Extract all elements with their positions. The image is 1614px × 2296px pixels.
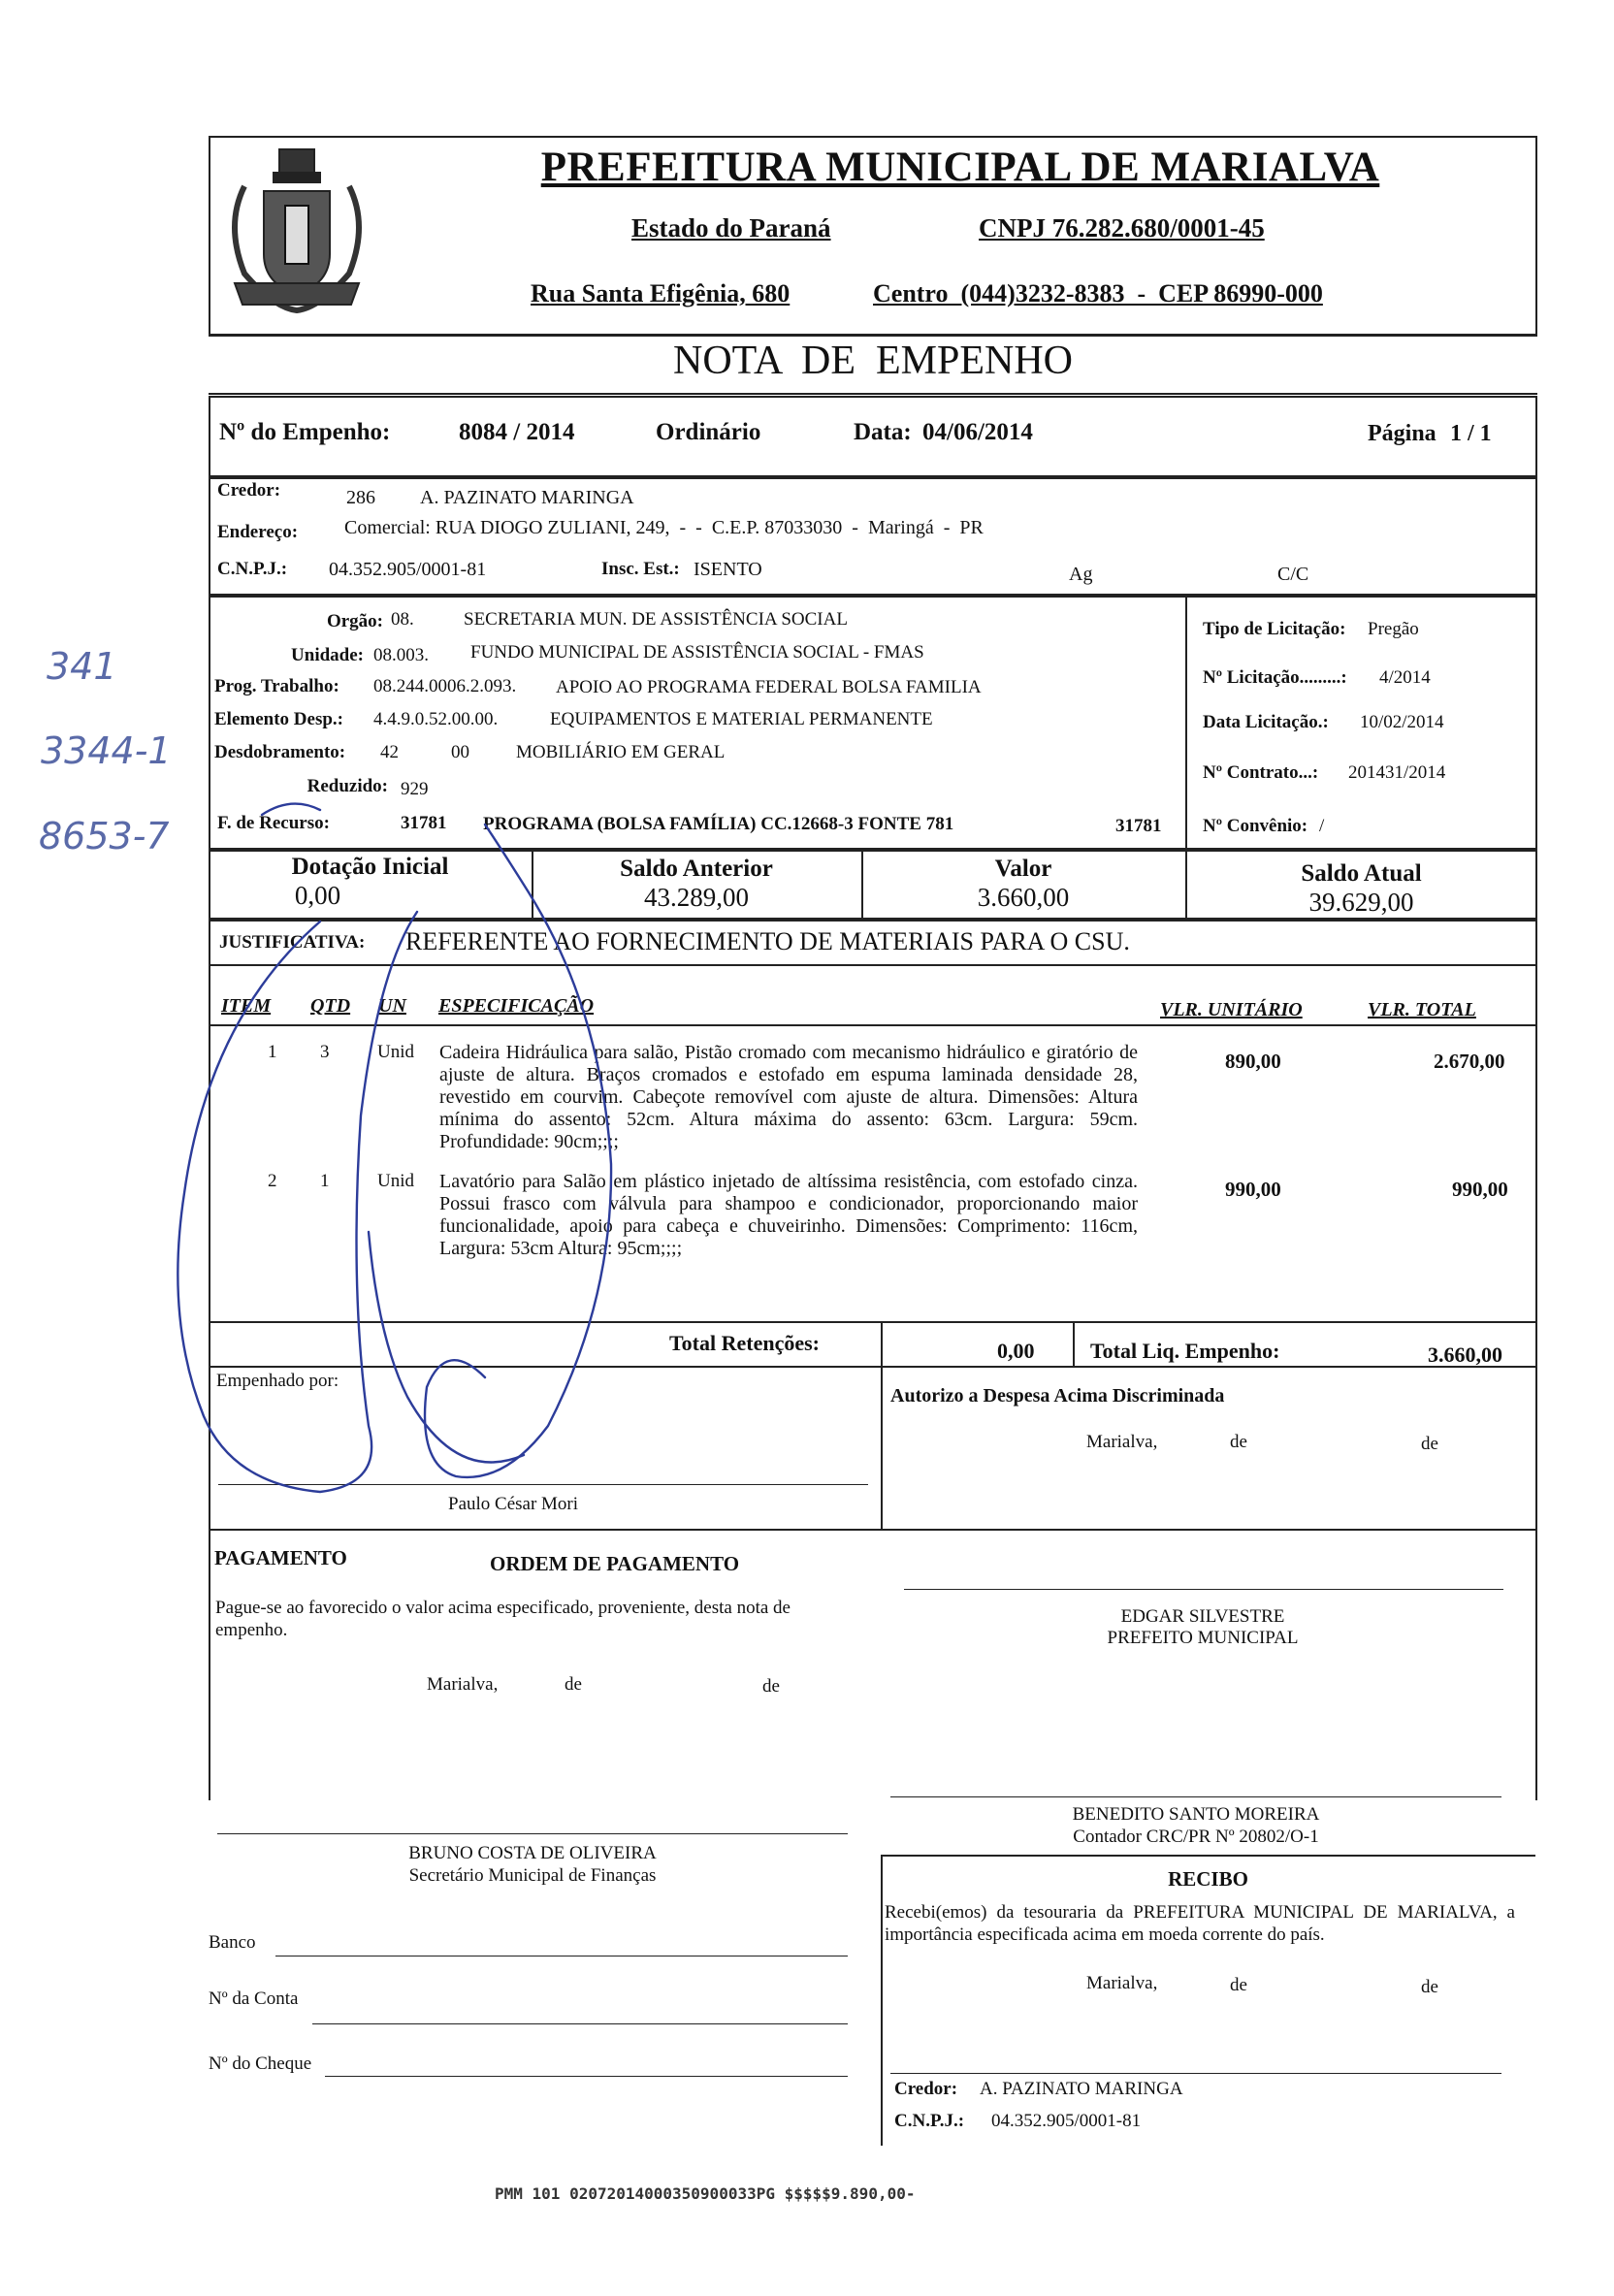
desdobramento-label: Desdobramento: [214, 742, 346, 762]
empenho-numero-label: Nº do Empenho: [219, 419, 391, 445]
total-liquido: 3.660,00 [1428, 1342, 1502, 1367]
pagina-valor: 1 / 1 [1450, 421, 1492, 446]
prefeitura-centro-fone-cep: Centro (044)3232-8383 - CEP 86990-000 [873, 279, 1323, 307]
contrato-numero: 201431/2014 [1348, 762, 1446, 783]
item-vlr-total: 990,00 [1452, 1178, 1508, 1201]
dotacao-inicial-valor: 0,00 [294, 881, 341, 910]
credor-insc: ISENTO [694, 559, 762, 580]
recurso-label: F. de Recurso: [217, 813, 330, 833]
orgao-label: Orgão: [326, 611, 383, 631]
empenhado-por-label: Empenhado por: [216, 1371, 339, 1391]
convenio-label: Nº Convênio: [1203, 816, 1308, 836]
prefeitura-endereco: Rua Santa Efigênia, 680 [531, 279, 791, 307]
handwritten-note-3: 8653-7 [39, 815, 170, 857]
total-liquido-label: Total Liq. Empenho: [1090, 1339, 1280, 1363]
item-qtd: 3 [320, 1042, 330, 1062]
recurso-cod: 31781 [401, 813, 447, 833]
de-recibo-2: de [1421, 1977, 1438, 1997]
handwritten-note-1: 341 [47, 645, 117, 688]
de-pagamento-1: de [565, 1674, 582, 1695]
de-autorizo-2: de [1421, 1434, 1438, 1454]
col-unit-header: VLR. UNITÁRIO [1160, 999, 1303, 1020]
empenho-data-label: Data: [854, 419, 912, 445]
ag-label: Ag [1069, 564, 1093, 585]
prefeito-cargo: PREFEITO MUNICIPAL [1107, 1628, 1299, 1648]
document-title: NOTA DE EMPENHO [673, 339, 1073, 383]
col-item-header: ITEM [221, 995, 272, 1017]
credor-label: Credor: [217, 480, 281, 501]
elemento-desc: EQUIPAMENTOS E MATERIAL PERMANENTE [550, 709, 933, 729]
handwritten-note-2: 3344-1 [41, 729, 172, 772]
recibo-cnpj: 04.352.905/0001-81 [991, 2111, 1142, 2131]
elemento-cod: 4.4.9.0.52.00.00. [373, 709, 499, 729]
empenho-tipo: Ordinário [656, 419, 761, 445]
unidade-desc: FUNDO MUNICIPAL DE ASSISTÊNCIA SOCIAL - FMAS [470, 642, 924, 663]
banco-label: Banco [209, 1932, 256, 1953]
marialva-pagamento: Marialva, [427, 1674, 499, 1695]
marialva-recibo: Marialva, [1086, 1973, 1158, 1993]
orgao-desc: SECRETARIA MUN. DE ASSISTÊNCIA SOCIAL [464, 609, 848, 630]
item-vlr-total: 2.670,00 [1434, 1050, 1505, 1073]
desdobramento-cod: 42 [380, 742, 399, 762]
insc-label: Insc. Est.: [601, 559, 680, 579]
empenho-numero: 8084 / 2014 [459, 419, 575, 445]
col-spec-header: ESPECIFICAÇÃO [438, 995, 595, 1017]
unidade-cod: 08.003. [373, 645, 429, 665]
item-un: Unid [377, 1171, 414, 1191]
item-vlr-unitario: 990,00 [1225, 1178, 1281, 1201]
saldo-atual-label: Saldo Atual [1301, 860, 1422, 887]
estado-label: Estado do Paraná [631, 213, 831, 243]
col-qtd-header: QTD [310, 995, 351, 1017]
de-autorizo-1: de [1230, 1432, 1247, 1452]
recibo-texto: Recebi(emos) da tesouraria da PREFEITURA MUNICIPAL DE MARIALVA, a importância especificada acima em moeda corrente do país. [885, 1902, 1515, 1945]
numero-licitacao-label: Nº Licitação.........: [1203, 667, 1347, 688]
item-vlr-unitario: 890,00 [1225, 1050, 1281, 1073]
empenhado-nome: Paulo César Mori [448, 1494, 579, 1514]
cnpj-label: C.N.P.J.: [217, 559, 288, 579]
recibo-credor-nome: A. PAZINATO MARINGA [980, 2079, 1183, 2099]
item-especificacao: Cadeira Hidráulica para salão, Pistão cromado com mecanismo hidráulico e giratório de ajuste de altura. Braços cromados e estofado em espuma laminada densidade 28, revestido em courvim. Cabeçote removível com ajuste de altura. Dimensões: Altura mínima do assento: 52cm. Altura máxima do assento: 63cm. Largura: 59cm. Profundidade: 90cm;;;; [439, 1042, 1138, 1152]
credor-nome: A. PAZINATO MARINGA [420, 487, 634, 508]
item-qtd: 1 [320, 1171, 330, 1191]
justificativa-label: JUSTIFICATIVA: [219, 932, 366, 953]
recurso-desc: PROGRAMA (BOLSA FAMÍLIA) CC.12668-3 FONTE 781 [483, 814, 954, 834]
marialva-autorizo: Marialva, [1086, 1432, 1158, 1452]
credor-cnpj: 04.352.905/0001-81 [329, 559, 487, 580]
page-title: PREFEITURA MUNICIPAL DE MARIALVA [540, 145, 1380, 190]
prog-cod: 08.244.0006.2.093. [373, 676, 517, 696]
ordem-pagamento-label: ORDEM DE PAGAMENTO [490, 1552, 740, 1575]
item-numero: 2 [268, 1171, 277, 1191]
empenho-data: 04/06/2014 [922, 419, 1033, 445]
recurso-cod2: 31781 [1115, 816, 1162, 836]
de-recibo-1: de [1230, 1975, 1247, 1995]
tipo-licitacao: Pregão [1368, 619, 1419, 639]
de-pagamento-2: de [762, 1676, 780, 1697]
item-especificacao: Lavatório para Salão em plástico injetado de altíssima resistência, com estofado cinza. Possui frasco com válvula para shampoo e condicionador, proporcionando maior funcionalidade, apoio para cabeça e chuveirinho. Dimensões: Comprimento: 116cm, Largura: 53cm Altura: 95cm;;;; [439, 1171, 1138, 1259]
item-un: Unid [377, 1042, 414, 1062]
justificativa-texto: REFERENTE AO FORNECIMENTO DE MATERIAIS PARA O CSU. [405, 927, 1130, 955]
contador-nome: BENEDITO SANTO MOREIRA [1072, 1804, 1320, 1825]
cc-label: C/C [1277, 564, 1309, 585]
credor-endereco: Comercial: RUA DIOGO ZULIANI, 249, - - C.E.P. 87033030 - Maringá - PR [344, 517, 984, 538]
elemento-label: Elemento Desp.: [214, 709, 343, 729]
reduzido-valor: 929 [401, 779, 429, 799]
recibo-label: RECIBO [1168, 1867, 1248, 1891]
valor-label: Valor [994, 856, 1052, 882]
data-licitacao: 10/02/2014 [1360, 712, 1444, 732]
unidade-label: Unidade: [291, 645, 364, 665]
reduzido-label: Reduzido: [307, 776, 388, 796]
total-retencoes: 0,00 [997, 1339, 1035, 1363]
saldo-atual-valor: 39.629,00 [1308, 888, 1414, 917]
secretario-cargo: Secretário Municipal de Finanças [408, 1865, 657, 1886]
prefeito-nome: EDGAR SILVESTRE [1120, 1606, 1285, 1627]
desdobramento-desc: MOBILIÁRIO EM GERAL [516, 742, 726, 762]
col-total-header: VLR. TOTAL [1368, 999, 1476, 1020]
desdobramento-sub: 00 [451, 742, 469, 762]
data-licitacao-label: Data Licitação.: [1203, 712, 1329, 732]
orgao-cod: 08. [391, 609, 414, 630]
col-un-header: UN [378, 995, 406, 1017]
pagamento-label: PAGAMENTO [214, 1546, 347, 1569]
dotacao-inicial-label: Dotação Inicial [291, 854, 449, 880]
numero-licitacao: 4/2014 [1379, 667, 1431, 688]
item-numero: 1 [268, 1042, 277, 1062]
recibo-credor-label: Credor: [894, 2079, 958, 2099]
pagina-label: Página [1368, 421, 1436, 446]
pague-texto: Pague-se ao favorecido o valor acima especificado, proveniente, desta nota de empenho. [215, 1598, 791, 1640]
convenio-numero: / [1319, 816, 1325, 836]
saldo-anterior-label: Saldo Anterior [620, 856, 773, 882]
secretario-nome: BRUNO COSTA DE OLIVEIRA [408, 1843, 657, 1863]
conta-label: Nº da Conta [209, 1989, 299, 2009]
total-retencoes-label: Total Retenções: [669, 1331, 820, 1355]
contrato-label: Nº Contrato...: [1203, 762, 1319, 783]
cnpj-prefeitura: CNPJ 76.282.680/0001-45 [979, 213, 1265, 243]
recibo-cnpj-label: C.N.P.J.: [894, 2111, 965, 2131]
credor-codigo: 286 [346, 487, 375, 508]
contador-cargo: Contador CRC/PR Nº 20802/O-1 [1073, 1827, 1319, 1847]
saldo-anterior-valor: 43.289,00 [644, 883, 749, 912]
tipo-licitacao-label: Tipo de Licitação: [1203, 619, 1346, 639]
valor-valor: 3.660,00 [977, 883, 1070, 912]
cheque-label: Nº do Cheque [209, 2053, 312, 2074]
footer-stamp: PMM 101 02072014000350900033PG $$$$$9.890,00- [495, 2184, 916, 2203]
prog-desc: APOIO AO PROGRAMA FEDERAL BOLSA FAMILIA [556, 677, 982, 697]
prog-label: Prog. Trabalho: [214, 676, 339, 696]
endereco-label: Endereço: [217, 522, 299, 542]
autorizo-label: Autorizo a Despesa Acima Discriminada [890, 1385, 1225, 1407]
